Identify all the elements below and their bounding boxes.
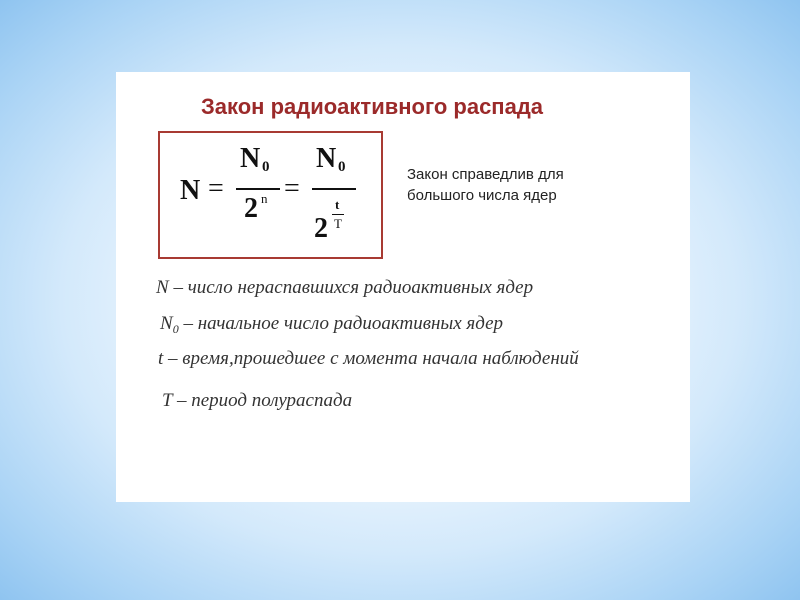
definition-symbol: T xyxy=(162,390,173,411)
fraction1-line xyxy=(236,188,280,190)
law-validity-note xyxy=(407,164,647,206)
definition-t xyxy=(158,348,579,370)
law-note-line-1: Закон справедлив для xyxy=(407,166,564,183)
fraction2-numerator: N xyxy=(316,143,337,174)
definition-text: – период полураспада xyxy=(172,390,353,411)
definition-N0 xyxy=(160,313,503,337)
exponent-fraction-numerator: t xyxy=(335,197,340,212)
fraction1-exponent: n xyxy=(261,191,268,206)
law-note-line-2: большого числа ядер xyxy=(407,187,557,204)
fraction2-line xyxy=(312,188,356,190)
definition-text: – время,прошедшее с момента начала наблюдений xyxy=(163,348,579,369)
slide xyxy=(116,72,690,502)
decay-formula xyxy=(160,133,381,257)
formula-box xyxy=(158,131,383,259)
exponent-fraction-line xyxy=(332,214,344,215)
definition-subscript: 0 xyxy=(172,322,179,336)
definition-symbol: t xyxy=(158,348,164,369)
definition-symbol: N xyxy=(156,277,169,298)
formula-equals-1: = xyxy=(208,173,224,204)
fraction1-denominator: 2 xyxy=(244,193,258,224)
exponent-fraction-denominator: T xyxy=(334,216,342,231)
definition-N xyxy=(156,277,533,299)
fraction1-numerator-subscript: 0 xyxy=(262,159,270,175)
formula-equals-2: = xyxy=(284,173,300,204)
slide-title: Закон радиоактивного распада xyxy=(201,94,544,119)
fraction2-denominator: 2 xyxy=(314,213,328,244)
formula-lhs: N xyxy=(180,175,201,206)
fraction1-numerator: N xyxy=(240,143,261,174)
definition-text: – число нераспавшихся радиоактивных ядер xyxy=(168,277,534,298)
definition-symbol: N xyxy=(160,313,173,334)
definition-T xyxy=(162,390,352,412)
fraction2-numerator-subscript: 0 xyxy=(338,159,346,175)
definition-text: – начальное число радиоактивных ядер xyxy=(178,313,504,334)
